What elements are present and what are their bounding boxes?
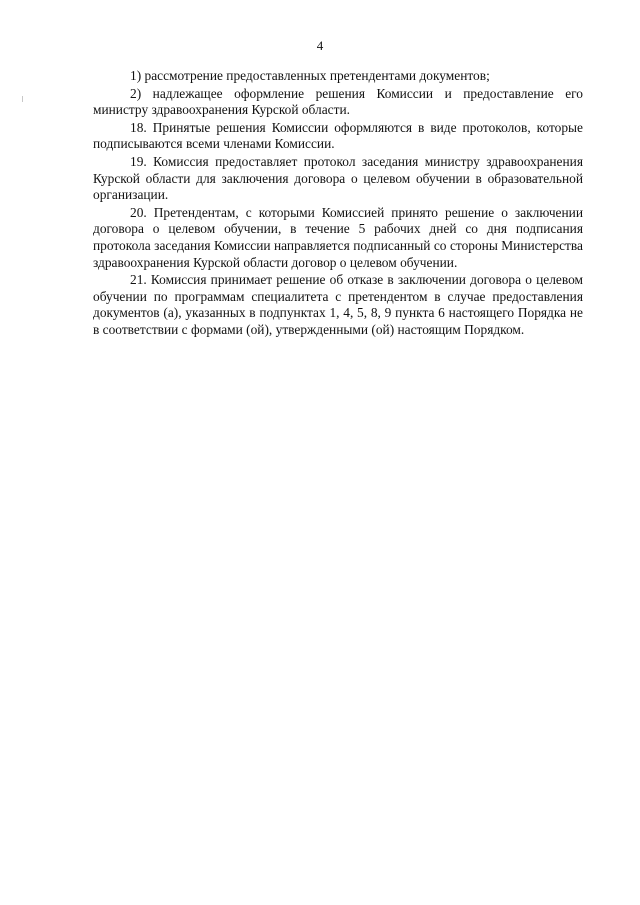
paragraph-19: 19. Комиссия предоставляет протокол заседания министру здравоохранения Курской области для заключения договора о целевом обучении в образовательной организации. bbox=[93, 153, 583, 203]
paragraph-item-2: 2) надлежащее оформление решения Комиссии и предоставление его министру здравоохранения Курской области. bbox=[93, 85, 583, 118]
page-number: 4 bbox=[316, 38, 324, 53]
paragraph-item-1: 1) рассмотрение предоставленных претендентами документов; bbox=[130, 68, 490, 83]
paragraph-18: 18. Принятые решения Комиссии оформляются в виде протоколов, которые подписываются всеми членами Комиссии. bbox=[93, 119, 583, 152]
paragraph-20: 20. Претендентам, с которыми Комиссией принято решение о заключении договора о целевом обучении, в течение 5 рабочих дней со дня подписания протокола заседания Комиссии направляется подписанный со стороны Министерства здравоохранения Курской области договор о целевом обучении. bbox=[93, 204, 583, 270]
paragraph-21: 21. Комиссия принимает решение об отказе в заключении договора о целевом обучении по программам специалитета с претендентом в случае предоставления документов (а), указанных в подпунктах 1, 4, 5, 8, 9 пункта 6 настоящего Порядка не в соответствии с формами (ой), утвержденными (ой) настоящим Порядком. bbox=[93, 272, 583, 337]
document-body bbox=[93, 68, 583, 339]
scan-mark bbox=[22, 96, 23, 102]
